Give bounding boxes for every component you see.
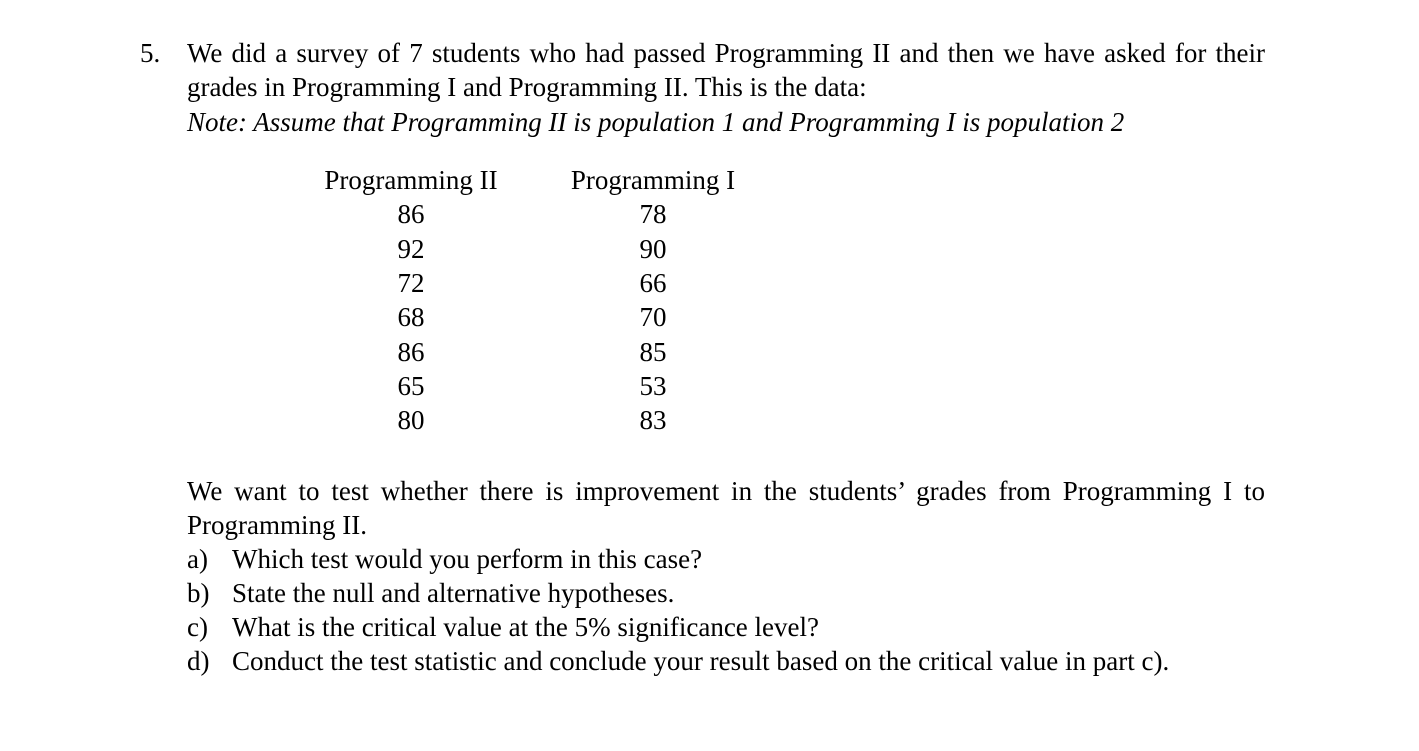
table-row	[300, 369, 784, 403]
table-header-row	[300, 163, 784, 197]
list-item	[187, 542, 1265, 576]
grades-table	[300, 163, 784, 437]
list-item	[187, 644, 1265, 678]
table-cell: 86	[397, 336, 425, 367]
list-item	[187, 610, 1265, 644]
table-row	[300, 197, 784, 231]
problem-statement: We want to test whether there is improvement in the students’ grades from Programming I to Programming II.	[187, 476, 1265, 540]
table-cell: 92	[397, 233, 425, 264]
column-header-programming-i: Programming I	[570, 165, 736, 196]
part-label: d)	[187, 646, 210, 676]
part-label: c)	[187, 612, 208, 642]
table-cell: 90	[639, 233, 667, 264]
table-cell: 78	[639, 199, 667, 230]
table-cell: 66	[639, 268, 667, 299]
part-text: What is the critical value at the 5% significance level?	[232, 612, 819, 642]
part-label: a)	[187, 544, 208, 574]
table-cell: 80	[397, 405, 425, 436]
table-row	[300, 334, 784, 368]
part-label: b)	[187, 578, 210, 608]
table-cell: 68	[397, 302, 425, 333]
table-row	[300, 403, 784, 437]
table-cell: 85	[639, 336, 667, 367]
question-note: Note: Assume that Programming II is population 1 and Programming I is population 2	[187, 107, 1125, 137]
question-number: 5.	[140, 38, 161, 68]
list-item	[187, 576, 1265, 610]
table-cell: 86	[397, 199, 425, 230]
question-intro: We did a survey of 7 students who had passed Programming II and then we have asked for their grades in Programming I and Programming II. This is the data:	[187, 38, 1265, 102]
table-cell: 83	[639, 405, 667, 436]
part-text: Conduct the test statistic and conclude your result based on the critical value in part c).	[232, 646, 1170, 676]
table-cell: 53	[639, 370, 667, 401]
table-row	[300, 266, 784, 300]
table-row	[300, 300, 784, 334]
part-text: Which test would you perform in this case?	[232, 544, 703, 574]
column-header-programming-ii: Programming II	[324, 165, 498, 196]
table-row	[300, 232, 784, 266]
part-text: State the null and alternative hypotheses.	[232, 578, 675, 608]
table-cell: 70	[639, 302, 667, 333]
question-parts-list	[187, 542, 1265, 678]
table-cell: 72	[397, 268, 425, 299]
table-cell: 65	[397, 370, 425, 401]
